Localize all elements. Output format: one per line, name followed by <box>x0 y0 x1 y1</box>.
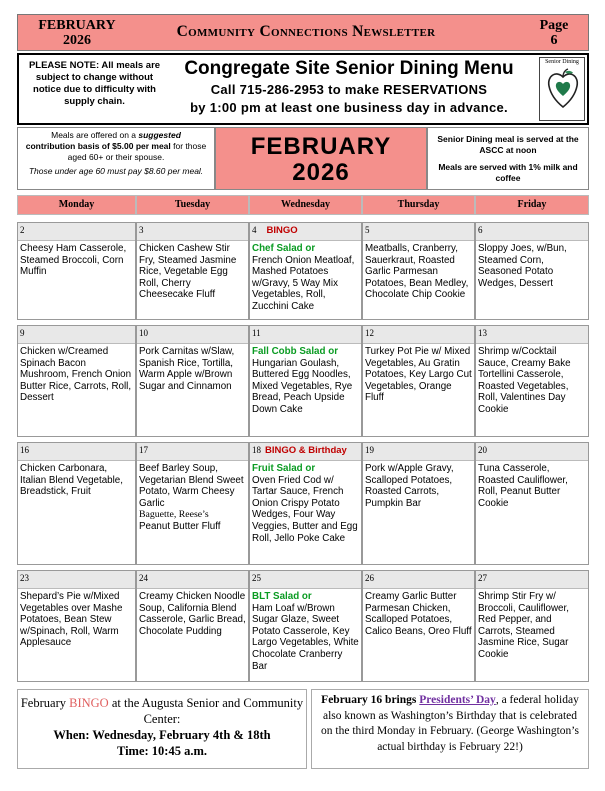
day-cell <box>362 325 475 437</box>
day-cell <box>249 442 362 565</box>
event-tag: BINGO & Birthday <box>265 445 347 456</box>
date-number: 25 <box>250 571 361 589</box>
page-label: Page <box>539 18 569 33</box>
day-cell <box>17 442 136 565</box>
page-number: 6 <box>550 33 558 48</box>
menu-text: Creamy Garlic Butter Parmesan Chicken, Scalloped Potatoes, Calico Beans, Oreo Fluff <box>365 591 472 637</box>
menu-text: Beef Barley Soup, Vegetarian Blend Sweet Potato, Warm Cheesy Garlic <box>139 463 244 509</box>
date-header <box>250 223 361 241</box>
banner-year: 2026 <box>292 159 350 186</box>
day-cell <box>17 222 136 320</box>
menu-text: Chicken Carbonara, Italian Blend Vegetable, Breadstick, Fruit <box>20 463 123 498</box>
reservation-phone: Call 715-286-2953 to make RESERVATIONS <box>210 82 488 97</box>
menu-block <box>250 344 361 418</box>
menu-text: Creamy Chicken Noodle Soup, California Blend Casserole, Garlic Bread, Chocolate Pudding <box>139 591 246 637</box>
day-cell <box>249 570 362 682</box>
menu-text: Meatballs, Cranberry, Sauerkraut, Roasted Garlic Parmesan Potatoes, Bean Medley, Chocolate Chip Cookie <box>365 243 469 301</box>
banner-month: FEBRUARY <box>250 133 392 160</box>
day-cell <box>17 325 136 437</box>
logo-text: Senior Dining <box>545 59 579 65</box>
date-number: 16 <box>18 443 135 461</box>
bingo-when: When: Wednesday, February 4th & 18th <box>53 728 271 742</box>
date-number: 3 <box>137 223 248 241</box>
serving-location: Senior Dining meal is served at the ASCC at noon <box>437 134 579 155</box>
contribution-line-3 <box>18 166 214 177</box>
header-year: 2026 <box>63 33 91 48</box>
senior-dining-logo <box>539 57 585 121</box>
presidents-day-note <box>311 689 589 769</box>
event-tag: BINGO <box>266 225 298 236</box>
menu-text: French Onion Meatloaf, Mashed Potatoes w/Gravy, 5 Way Mix Vegetables, Roll, Zucchini Cake <box>252 254 355 312</box>
menu-block <box>250 461 361 546</box>
date-number: 26 <box>363 571 474 589</box>
day-cell <box>475 325 589 437</box>
salad-option: BLT Salad or <box>252 591 312 602</box>
date-number: 10 <box>137 326 248 344</box>
menu-text: Chicken w/Creamed Spinach Bacon Mushroom, French Onion Butter Rice, Carrots, Roll, Dessert <box>20 346 132 404</box>
day-cell <box>362 570 475 682</box>
day-header-tuesday: Tuesday <box>136 195 249 215</box>
contribution-line-1 <box>18 130 214 141</box>
menu-block <box>250 589 361 674</box>
newsletter-title: Community Connections Newsletter <box>176 23 436 40</box>
contribution-info <box>17 127 215 190</box>
menu-text-end: Peanut Butter Fluff <box>139 520 221 532</box>
menu-block <box>137 461 248 535</box>
reservation-deadline: by 1:00 pm at least one business day in advance. <box>190 100 508 115</box>
menu-text: Shrimp Stir Fry w/ Broccoli, Cauliflower, Red Pepper, and Carrots, Steamed Jasmine Rice, Sugar Cookie <box>478 591 569 660</box>
serving-info <box>427 127 589 190</box>
date-number: 12 <box>363 326 474 344</box>
serving-beverages: Meals are served with 1% milk and coffee <box>438 162 578 183</box>
menu-text: Turkey Pot Pie w/ Mixed Vegetables, Au Gratin Potatoes, Key Largo Cut Vegetables, Orange Fluff <box>365 346 472 404</box>
salad-option: Fruit Salad or <box>252 463 316 474</box>
day-cell <box>362 222 475 320</box>
contribution-eligibility: for those aged 60+ or their spouse. <box>67 141 207 162</box>
date-number: 4 <box>252 225 257 235</box>
presidents-prefix: February 16 brings <box>321 694 420 706</box>
suggested-word: suggested <box>138 130 181 140</box>
menu-text: Hungarian Goulash, Buttered Egg Noodles, Mixed Vegetables, Rye Bread, Peach Upside Down Cake <box>252 357 353 415</box>
presidents-day-link[interactable]: Presidents’ Day <box>419 694 496 706</box>
under-60-price: Those under age 60 must pay $8.60 per meal. <box>28 166 204 176</box>
date-number: 9 <box>18 326 135 344</box>
bingo-time: Time: 10:45 a.m. <box>116 744 208 758</box>
contribution-prefix: Meals are offered on a <box>51 130 139 140</box>
date-number: 19 <box>363 443 474 461</box>
date-number: 24 <box>137 571 248 589</box>
day-cell <box>362 442 475 565</box>
menu-text: Oven Fried Cod w/ Tartar Sauce, French Onion Crispy Potato Wedges, Four Way Veggies, Butter and Egg Roll, Jello Poke Cake <box>252 474 358 544</box>
day-header-friday: Friday <box>475 195 589 215</box>
bingo-location: at the Augusta Senior and Community Center: <box>108 696 304 726</box>
apple-heart-icon <box>546 67 580 113</box>
bingo-heading <box>18 695 306 727</box>
newsletter-header <box>17 14 589 51</box>
menu-title: Congregate Site Senior Dining Menu <box>184 58 514 79</box>
salad-option: Chef Salad or <box>252 243 316 254</box>
menu-text: Tuna Casserole, Roasted Cauliflower, Roll, Peanut Butter Cookie <box>478 463 568 509</box>
date-number: 5 <box>363 223 474 241</box>
banner-month-year <box>216 134 426 186</box>
bingo-word: BINGO <box>69 696 109 710</box>
menu-text: Sloppy Joes, w/Bun, Steamed Corn, Seasoned Potato Wedges, Dessert <box>478 243 567 289</box>
header-date <box>18 18 136 48</box>
reservation-notice <box>17 53 589 125</box>
contribution-line-2 <box>18 141 214 163</box>
menu-text: Pork Carnitas w/Slaw, Spanish Rice, Tortilla, Warm Apple w/Brown Sugar and Cinnamon <box>139 346 235 392</box>
day-header-thursday: Thursday <box>362 195 475 215</box>
day-cell <box>475 222 589 320</box>
day-cell <box>249 222 362 320</box>
date-header <box>250 443 361 461</box>
date-number: 6 <box>476 223 588 241</box>
menu-block <box>250 241 361 315</box>
menu-text: Chicken Cashew Stir Fry, Steamed Jasmine Rice, Vegetable Egg Roll, Cherry Cheesecake Fluff <box>139 243 237 301</box>
menu-text: Cheesy Ham Casserole, Steamed Broccoli, Corn Muffin <box>20 243 127 278</box>
month-banner <box>215 127 427 190</box>
date-number: 23 <box>18 571 135 589</box>
bingo-prefix: February <box>20 696 70 710</box>
date-number: 13 <box>476 326 588 344</box>
day-cell <box>475 442 589 565</box>
day-cell <box>136 570 249 682</box>
supply-chain-note: PLEASE NOTE: All meals are subject to change without notice due to difficulty with supply chain. <box>28 60 161 107</box>
day-cell <box>17 570 136 682</box>
bingo-announcement <box>17 689 307 769</box>
page-indicator <box>518 18 590 48</box>
menu-text: Shepard’s Pie w/Mixed Vegetables over Mashe Potatoes, Bean Stew w/Spinach, Roll, Warm Applesauce <box>20 591 123 649</box>
day-header-monday: Monday <box>17 195 136 215</box>
menu-text: Shrimp w/Cocktail Sauce, Creamy Bake Tortellini Casserole, Roasted Vegetables, Roll, Valentines Day Cookie <box>478 346 571 415</box>
date-number: 17 <box>137 443 248 461</box>
date-number: 11 <box>250 326 361 344</box>
menu-text-serif: Baguette, Reese’s <box>139 509 209 521</box>
day-header-wednesday: Wednesday <box>249 195 362 215</box>
date-number: 18 <box>252 445 261 455</box>
contribution-amount: contribution basis of $5.00 per meal <box>25 141 171 151</box>
date-number: 27 <box>476 571 588 589</box>
date-number: 2 <box>18 223 135 241</box>
salad-option: Fall Cobb Salad or <box>252 346 339 357</box>
day-cell <box>249 325 362 437</box>
day-cell <box>136 222 249 320</box>
menu-text: Ham Loaf w/Brown Sugar Glaze, Sweet Potato Casserole, Key Largo Vegetables, White Chocolate Cranberry Bar <box>252 602 359 672</box>
menu-text: Pork w/Apple Gravy, Scalloped Potatoes, Roasted Carrots, Pumpkin Bar <box>365 463 454 509</box>
day-cell <box>136 442 249 565</box>
day-cell <box>475 570 589 682</box>
header-month: FEBRUARY <box>38 18 116 33</box>
presidents-text: , a federal holiday also known as Washington’s Birthday that is celebrated on the third Monday in February. (George Washington’s actual birthday is February 22!) <box>321 694 579 753</box>
date-number: 20 <box>476 443 588 461</box>
day-cell <box>136 325 249 437</box>
